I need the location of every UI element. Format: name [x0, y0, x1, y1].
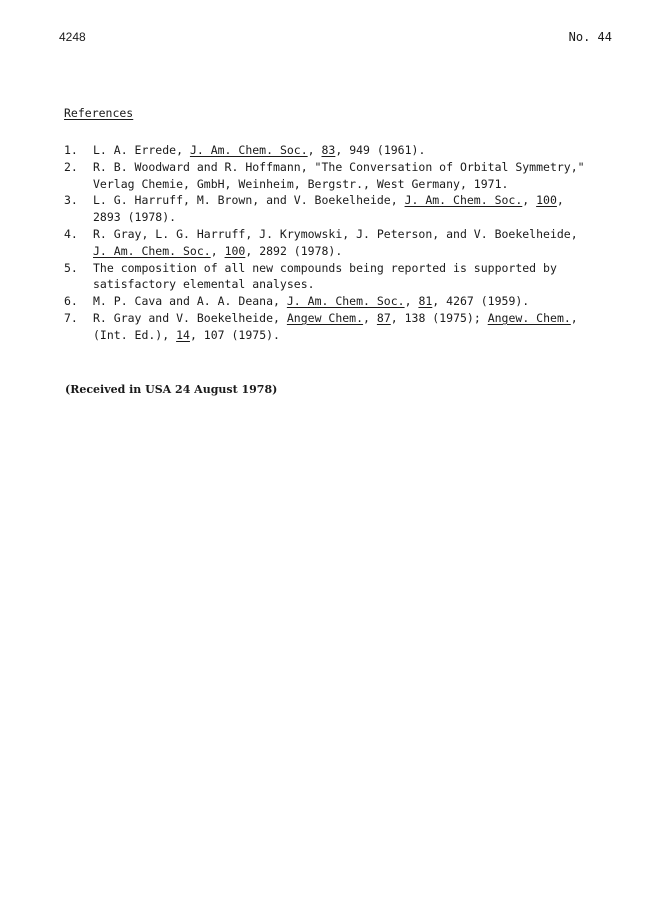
underlined-citation: J. Am. Chem. Soc. — [286, 294, 405, 309]
reference-item — [64, 310, 624, 344]
underlined-citation: 87 — [376, 310, 391, 325]
underlined-citation: 81 — [418, 294, 433, 309]
issue-number: No. 44 — [568, 30, 612, 44]
reference-text — [93, 310, 624, 344]
references-heading: References — [64, 106, 134, 120]
reference-number: 7. — [64, 310, 78, 325]
underlined-citation: Angew Chem. — [286, 310, 364, 325]
reference-segment: , — [404, 294, 419, 309]
reference-segment: The composition of all new compounds being reported is supported by — [93, 260, 557, 275]
reference-segment: L. A. Errede, — [93, 143, 190, 157]
reference-segment: , 2892 (1978). — [245, 243, 343, 258]
reference-segment: R. B. Woodward and R. Hoffmann, "The Conversation of Orbital Symmetry," — [93, 159, 585, 174]
reference-segment: , — [363, 310, 377, 325]
page-number: 4248 — [59, 30, 86, 44]
reference-number: 3. — [64, 193, 78, 208]
reference-line — [93, 293, 624, 310]
reference-text — [93, 142, 624, 159]
reference-line — [93, 192, 624, 209]
reference-segment: , — [522, 193, 537, 208]
underlined-citation: Angew. Chem. — [487, 310, 571, 325]
reference-segment: R. Gray, L. G. Harruff, J. Krymowski, J. Peterson, and V. Boekelheide, — [93, 226, 578, 241]
reference-segment: R. Gray and V. Boekelheide, — [93, 310, 287, 325]
underlined-citation: 83 — [321, 143, 336, 157]
reference-segment: , 107 (1975). — [189, 327, 280, 342]
received-note: (Received in USA 24 August 1978) — [65, 383, 278, 396]
reference-item — [64, 192, 624, 226]
reference-text — [93, 260, 624, 294]
reference-item — [64, 260, 624, 294]
reference-line — [93, 159, 624, 176]
reference-text — [93, 293, 624, 310]
reference-segment: , — [556, 193, 564, 208]
reference-segment: , 138 (1975); — [390, 310, 488, 325]
reference-text — [93, 226, 624, 260]
reference-segment: , — [570, 310, 578, 325]
reference-segment: L. G. Harruff, M. Brown, and V. Boekelheide, — [93, 193, 405, 208]
reference-item — [64, 159, 624, 193]
reference-segment: M. P. Cava and A. A. Deana, — [93, 294, 287, 309]
reference-line — [93, 142, 624, 159]
reference-segment: satisfactory elemental analyses. — [93, 277, 315, 292]
reference-line — [93, 226, 624, 243]
reference-number: 1. — [64, 143, 78, 157]
reference-number: 5. — [64, 260, 78, 275]
reference-line — [93, 276, 624, 293]
reference-item — [64, 226, 624, 260]
reference-text — [93, 192, 624, 226]
reference-line — [93, 243, 624, 260]
reference-number: 2. — [64, 159, 78, 174]
reference-segment: Verlag Chemie, GmbH, Weinheim, Bergstr., West Germany, 1971. — [93, 176, 509, 191]
reference-number: 4. — [64, 226, 78, 241]
reference-text — [93, 159, 624, 193]
reference-line — [93, 209, 624, 226]
reference-number: 6. — [64, 294, 78, 309]
reference-segment: , — [210, 243, 225, 258]
reference-segment: , — [307, 143, 322, 157]
reference-segment: (Int. Ed.), — [93, 327, 177, 342]
reference-line — [93, 176, 624, 193]
reference-item — [64, 293, 624, 310]
reference-segment: 2893 (1978). — [93, 210, 177, 225]
reference-segment: , 949 (1961). — [335, 143, 426, 157]
underlined-citation: J. Am. Chem. Soc. — [404, 193, 523, 208]
reference-line — [93, 310, 624, 327]
reference-line — [93, 260, 624, 277]
underlined-citation: 100 — [536, 193, 557, 208]
reference-list — [64, 142, 624, 344]
reference-item — [64, 142, 624, 159]
reference-segment: , 4267 (1959). — [432, 294, 530, 309]
reference-line — [93, 327, 624, 344]
underlined-citation: J. Am. Chem. Soc. — [93, 243, 211, 258]
underlined-citation: 14 — [176, 327, 190, 342]
underlined-citation: 100 — [224, 243, 246, 258]
underlined-citation: J. Am. Chem. Soc. — [189, 143, 308, 157]
